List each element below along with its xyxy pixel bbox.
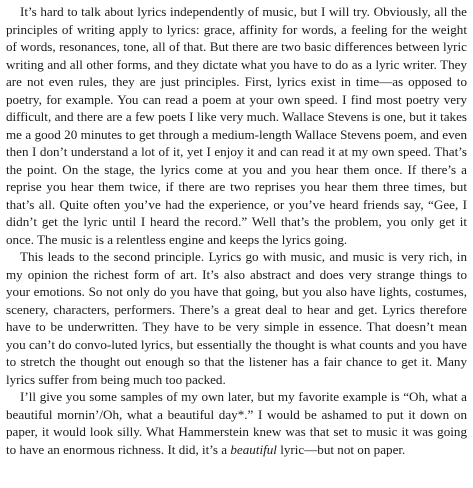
italic-emphasis: beautiful xyxy=(230,441,277,457)
paragraph-beautiful-mornin xyxy=(6,388,467,458)
paragraph-text: lyric—but not on paper. xyxy=(276,441,406,457)
paragraph-text: This leads to the second principle. Lyrics go with music, and music is very rich, in my opinion the richest form of art. It’s also abstract and does very strange things to your emotions. So not only do you have that going, but you also have lights, costumes, scenery, characters, performers. There’s a great deal to hear and get. Lyrics therefore have to be underwritten. They have to be very simple in essence. That doesn’t mean you can’t do convo-luted lyrics, but essentially the thought is what counts and you have to stretch the thought out enough so that the listener has a fair chance to get it. Many lyrics suffer from being much too packed. xyxy=(6,249,467,387)
paragraph-text: It’s hard to talk about lyrics independently of music, but I will try. Obviously, all the principles of writing apply to lyrics: grace, affinity for words, a feeling for the weight of words, resonances, tone, all of that. But there are two basic differences between lyric writing and all other forms, and they dictate what you have to do as a lyric writer. They are not even rules, they are just principles. First, lyrics exist in time—as opposed to poetry, for example. You can read a poem at your own speed. I find most poetry very difficult, and there are a few poets I like very much. Wallace Stevens is one, but it takes me a good 20 minutes to get through a medium-length Wallace Stevens poem, and even then I don’t understand a lot of it, yet I enjoy it and can read it at my own speed. That’s the point. On the stage, the lyrics come at you and you hear them once. If there’s a reprise you hear them twice, if there are two reprises you hear them three times, but that’s all. Quite often you’ve had the experience, or you’ve heard friends say, “Gee, I didn’t get the lyric until I heard the record.” Well that’s the problem, you only get it once. The music is a relentless engine and keeps the lyrics going. xyxy=(6,4,467,247)
book-page-text xyxy=(6,3,467,458)
paragraph-second-principle xyxy=(6,248,467,388)
paragraph-lyrics-in-time xyxy=(6,3,467,248)
paragraph-text: I’ll give you some samples of my own later, but my favorite example is “Oh, what a beautiful mornin’/Oh, what a beautiful day*.” I would be ashamed to put it down on paper, it would look silly. What Hammerstein knew was that set to music it was going to have an enormous richness. It did, it’s a xyxy=(6,389,467,457)
